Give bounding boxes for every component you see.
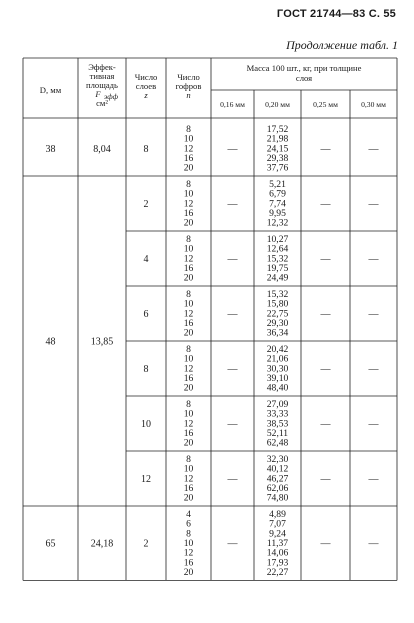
header-area-line: тивная [89,71,115,81]
empty-mass-dash: — [320,538,331,550]
layers-value: 2 [143,199,149,210]
corrugations-value: 12 [183,143,194,155]
mass-value-020: 15,80 [266,298,289,310]
mass-value-020: 22,27 [266,567,289,579]
layers-value: 2 [143,538,149,550]
empty-mass-dash: — [368,419,379,430]
empty-mass-dash: — [227,474,238,485]
header-area-line: Эффек- [88,62,116,72]
corrugations-value: 8 [186,233,191,245]
corrugations-value: 16 [183,263,194,274]
mass-value-020: 39,10 [266,373,289,384]
mass-value-020: 5,21 [269,178,286,190]
corrugations-value: 12 [183,363,194,375]
header-area-subscript: эфф [103,92,119,101]
header-area-line: F [95,89,101,99]
corrugations-value: 16 [183,208,194,219]
area-value: 8,04 [93,144,111,155]
header-thickness-1: 0,20 мм [265,100,290,109]
corrugations-value: 12 [183,253,194,265]
layers-value: 4 [143,254,149,265]
empty-mass-dash: — [368,474,379,485]
mass-value-020: 6,79 [269,188,286,200]
mass-value-020: 4,89 [269,508,286,520]
header-layers-line: слоев [135,81,157,91]
corrugations-value: 12 [183,418,194,430]
diameter-value: 48 [45,336,56,348]
mass-value-020: 46,27 [266,473,289,485]
mass-value-020: 74,80 [266,492,289,504]
corrugations-value: 10 [183,408,194,420]
empty-mass-dash: — [227,199,238,210]
empty-mass-dash: — [227,144,238,155]
corrugations-value: 8 [186,178,191,190]
header-corrugations-line: гофров [175,81,202,91]
mass-value-020: 22,75 [266,308,289,320]
corrugations-value: 20 [183,272,194,284]
corrugations-value: 20 [183,327,194,339]
corrugations-value: 8 [186,453,191,465]
mass-value-020: 17,52 [266,123,289,135]
header-diameter: D, мм [39,85,62,95]
empty-mass-dash: — [227,254,238,265]
layers-value: 8 [143,364,149,375]
header-mass-group: Масса 100 шт., кг, при толщине [246,63,362,73]
corrugations-value: 16 [183,318,194,329]
corrugations-value: 16 [183,153,194,164]
empty-mass-dash: — [227,419,238,430]
header-mass-group: слоя [295,73,313,83]
mass-value-020: 14,06 [266,547,289,559]
mass-value-020: 62,06 [266,483,289,494]
empty-mass-dash: — [368,364,379,375]
header-area-line: площадь [86,80,118,90]
corrugations-value: 20 [183,162,194,174]
empty-mass-dash: — [368,309,379,320]
mass-value-020: 36,34 [266,327,289,339]
corrugations-value: 10 [183,133,194,145]
empty-mass-dash: — [320,144,331,155]
corrugations-value: 12 [183,547,194,559]
mass-value-020: 20,42 [266,343,289,355]
mass-value-020: 48,40 [266,382,289,394]
empty-mass-dash: — [368,538,379,550]
corrugations-value: 20 [183,492,194,504]
mass-value-020: 27,09 [266,398,289,410]
corrugations-value: 16 [183,428,194,439]
layers-value: 12 [141,474,151,485]
corrugations-value: 10 [183,353,194,365]
mass-value-020: 12,32 [266,217,289,229]
header-corrugations-line: Число [177,72,200,82]
layers-value: 10 [141,419,151,430]
mass-value-020: 33,33 [266,408,289,420]
mass-value-020: 32,30 [266,453,289,465]
layers-value: 8 [143,144,149,155]
mass-value-020: 10,27 [266,233,289,245]
mass-value-020: 30,30 [266,363,289,375]
empty-mass-dash: — [320,474,331,485]
mass-value-020: 15,32 [266,288,289,300]
empty-mass-dash: — [227,309,238,320]
mass-value-020: 62,48 [266,437,289,449]
empty-mass-dash: — [368,254,379,265]
mass-value-020: 29,38 [266,153,289,164]
corrugations-value: 10 [183,463,194,475]
mass-value-020: 52,11 [266,428,289,439]
corrugations-value: 10 [183,188,194,200]
mass-value-020: 24,15 [266,143,289,155]
table-continuation-label: Продолжение табл. 1 [286,38,398,52]
corrugations-value: 10 [183,298,194,310]
header-thickness-0: 0,16 мм [220,100,245,109]
mass-value-020: 40,12 [266,463,289,475]
empty-mass-dash: — [320,419,331,430]
area-value: 13,85 [90,336,114,348]
corrugations-value: 12 [183,473,194,485]
header-layers-line: Число [134,72,158,82]
corrugations-value: 20 [183,382,194,394]
header-layers-line: z [144,90,148,100]
empty-mass-dash: — [368,144,379,155]
corrugations-value: 12 [183,198,194,210]
corrugations-value: 8 [186,398,191,410]
corrugations-value: 16 [183,483,194,494]
area-value: 24,18 [90,538,114,550]
mass-value-020: 21,06 [266,353,289,365]
mass-value-020: 29,30 [266,318,289,329]
mass-value-020: 15,32 [266,253,289,265]
corrugations-value: 4 [186,508,191,520]
mass-value-020: 12,64 [266,243,289,255]
corrugations-value: 10 [183,538,194,549]
mass-value-020: 24,49 [266,272,289,284]
standard-code: ГОСТ 21744—83 С. 55 [276,8,396,20]
mass-value-020: 7,07 [269,518,286,530]
corrugations-value: 6 [186,518,191,530]
corrugations-value: 20 [183,217,194,229]
header-area-line: см² [96,98,108,108]
header-thickness-2: 0,25 мм [313,100,338,109]
corrugations-value: 16 [183,557,194,569]
mass-value-020: 17,93 [266,557,289,569]
empty-mass-dash: — [320,254,331,265]
mass-value-020: 37,76 [266,162,289,174]
corrugations-value: 12 [183,308,194,320]
mass-value-020: 19,75 [266,263,289,274]
mass-value-020: 11,37 [266,538,289,549]
mass-value-020: 9,95 [269,208,286,219]
corrugations-value: 10 [183,243,194,255]
mass-value-020: 9,24 [269,528,286,540]
empty-mass-dash: — [227,538,238,550]
layers-value: 6 [143,309,149,320]
mass-value-020: 7,74 [269,198,286,210]
corrugations-value: 8 [186,288,191,300]
corrugations-value: 20 [183,567,194,579]
header-thickness-3: 0,30 мм [361,100,386,109]
mass-value-020: 21,98 [266,133,289,145]
empty-mass-dash: — [227,364,238,375]
corrugations-value: 20 [183,437,194,449]
empty-mass-dash: — [320,199,331,210]
mass-value-020: 38,53 [266,418,289,430]
corrugations-value: 8 [186,343,191,355]
header-corrugations-line: n [186,90,191,100]
corrugations-value: 8 [186,528,191,540]
diameter-value: 65 [45,538,56,550]
diameter-value: 38 [45,144,56,155]
empty-mass-dash: — [368,199,379,210]
corrugations-value: 8 [186,123,191,135]
corrugations-value: 16 [183,373,194,384]
empty-mass-dash: — [320,364,331,375]
empty-mass-dash: — [320,309,331,320]
